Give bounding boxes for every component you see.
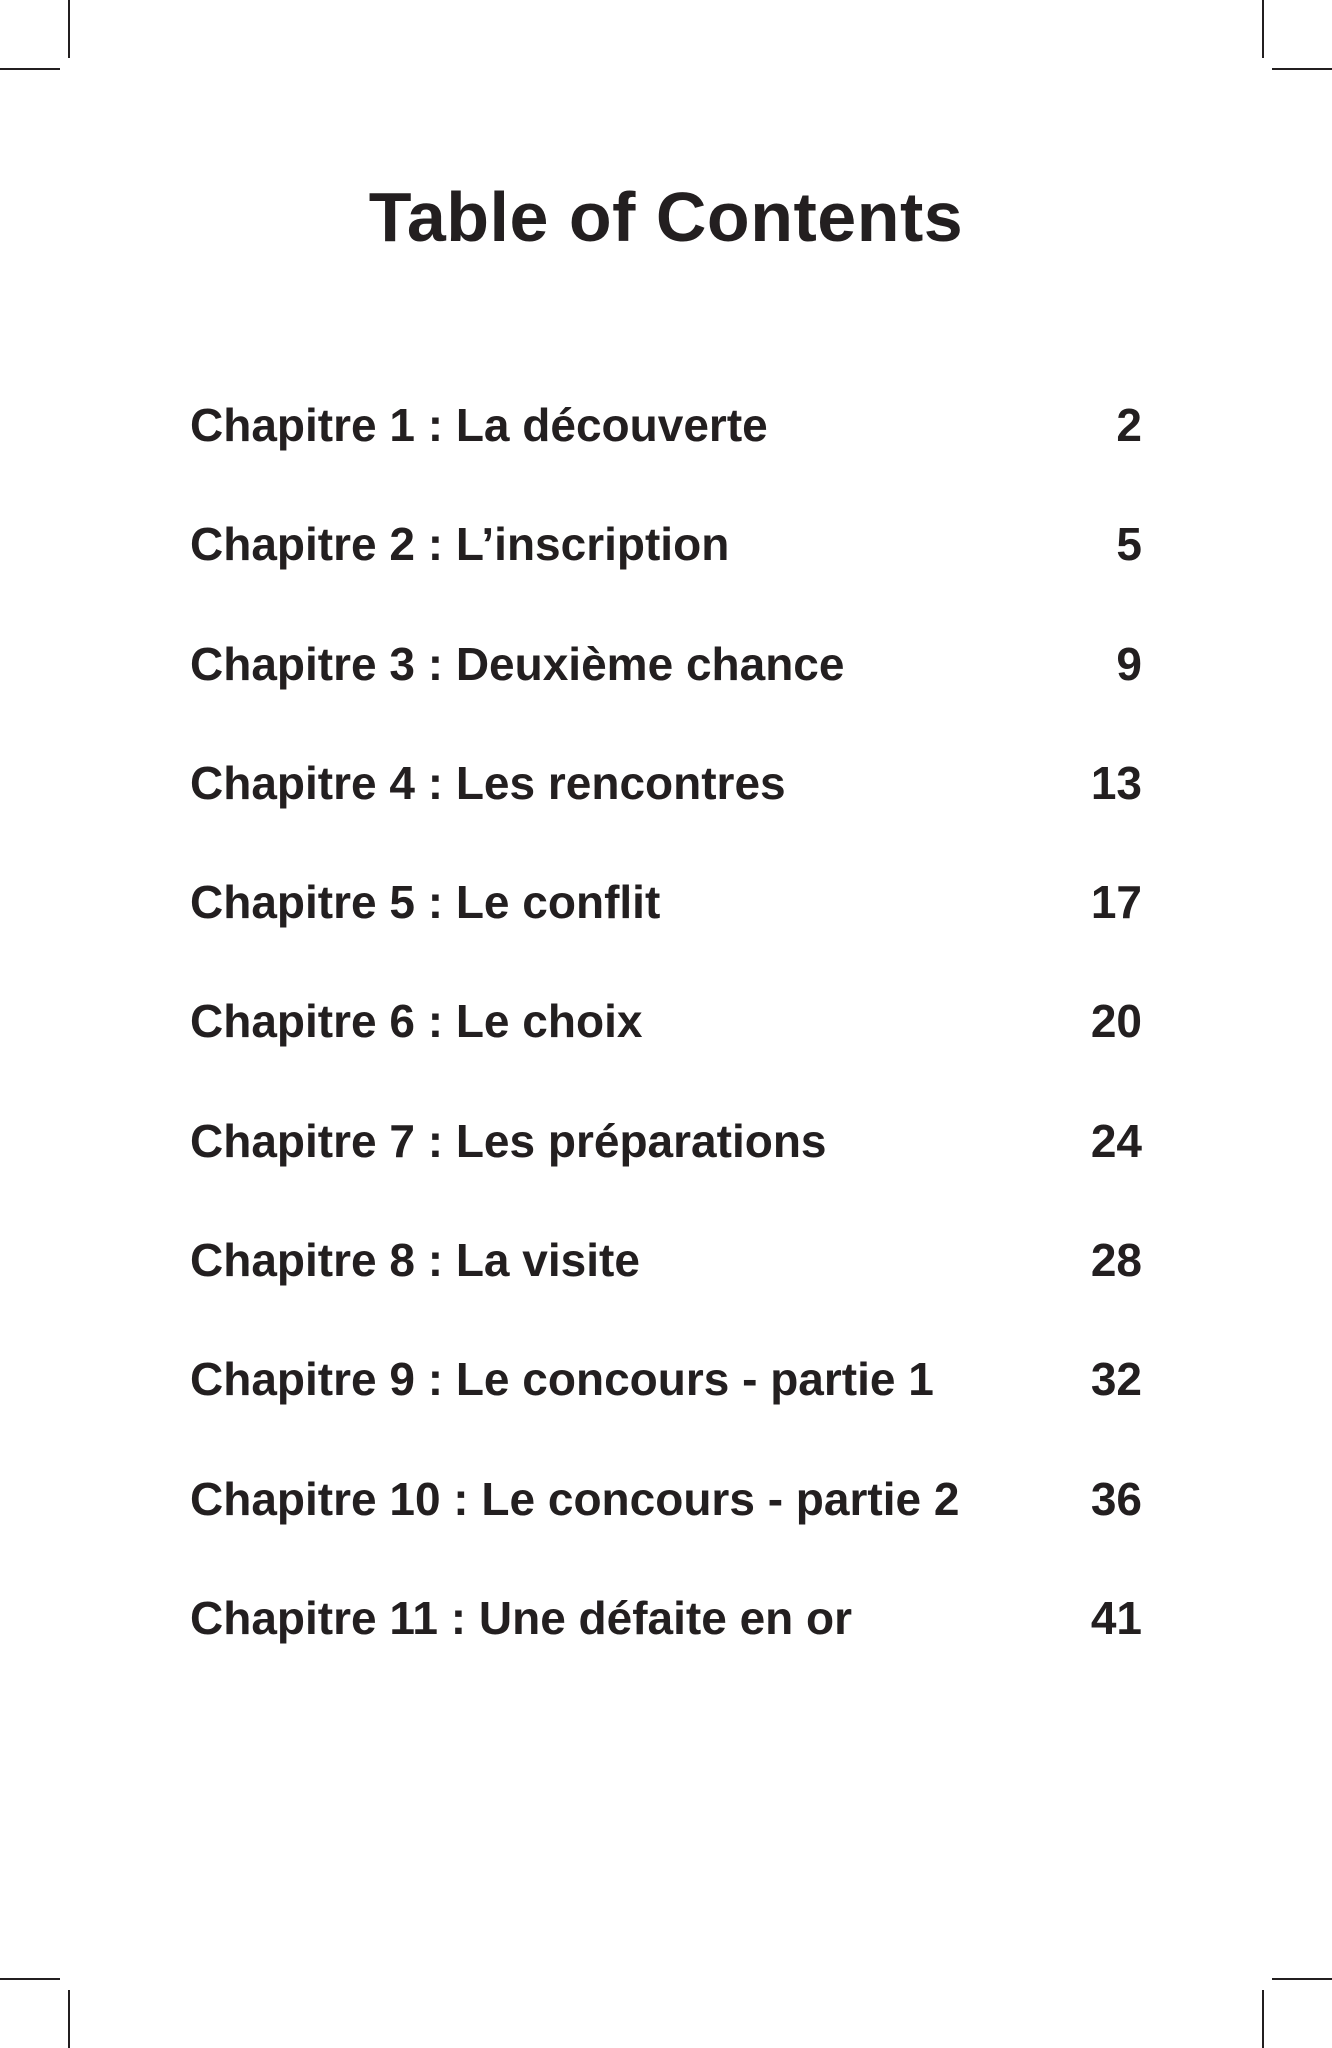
crop-mark-top-right-vertical xyxy=(1262,0,1264,58)
page-title: Table of Contents xyxy=(368,178,964,256)
toc-entry[interactable] xyxy=(190,380,1142,499)
toc-entry[interactable] xyxy=(190,738,1142,857)
crop-mark-top-right-horizontal xyxy=(1272,68,1332,70)
toc-entry-page-number: 24 xyxy=(1090,1114,1142,1167)
toc-entry-label: Chapitre 4 : Les rencontres xyxy=(190,756,786,809)
toc-entry[interactable] xyxy=(190,1096,1142,1215)
toc-entry-label: Chapitre 10 : Le concours - partie 2 xyxy=(190,1472,960,1525)
toc-entry-label: Chapitre 11 : Une défaite en or xyxy=(190,1591,853,1644)
crop-mark-top-left-vertical xyxy=(68,0,70,58)
toc-entry-label: Chapitre 3 : Deuxième chance xyxy=(190,637,845,690)
toc-entry-label: Chapitre 7 : Les préparations xyxy=(190,1114,827,1167)
toc-entry-page-number: 32 xyxy=(1090,1353,1142,1406)
toc-entry-page-number: 41 xyxy=(1090,1591,1142,1644)
toc-entry[interactable] xyxy=(190,1573,1142,1692)
table-of-contents xyxy=(190,380,1142,1692)
toc-entry-page-number: 13 xyxy=(1090,756,1142,809)
toc-entry-label: Chapitre 6 : Le choix xyxy=(190,995,643,1048)
toc-entry-label: Chapitre 9 : Le concours - partie 1 xyxy=(190,1353,934,1406)
toc-entry-page-number: 17 xyxy=(1090,876,1142,929)
crop-mark-bottom-right-horizontal xyxy=(1272,1978,1332,1980)
toc-entry[interactable] xyxy=(190,1334,1142,1453)
toc-entry-label: Chapitre 8 : La visite xyxy=(190,1234,640,1287)
crop-mark-bottom-right-vertical xyxy=(1262,1990,1264,2048)
crop-mark-top-left-horizontal xyxy=(0,68,60,70)
toc-entry-page-number: 2 xyxy=(1116,399,1142,451)
toc-entry[interactable] xyxy=(190,1215,1142,1334)
toc-entry-page-number: 28 xyxy=(1090,1234,1142,1287)
toc-entry-page-number: 5 xyxy=(1116,518,1142,571)
toc-entry[interactable] xyxy=(190,1454,1142,1573)
toc-entry[interactable] xyxy=(190,976,1142,1095)
toc-entry-label: Chapitre 1 : La découverte xyxy=(190,399,768,451)
crop-mark-bottom-left-horizontal xyxy=(0,1978,60,1980)
toc-entry-label: Chapitre 5 : Le conflit xyxy=(190,876,661,929)
toc-entry-page-number: 9 xyxy=(1116,637,1142,690)
toc-entry[interactable] xyxy=(190,857,1142,976)
toc-entry[interactable] xyxy=(190,499,1142,618)
toc-entry-label: Chapitre 2 : L’inscription xyxy=(190,518,730,571)
toc-entry[interactable] xyxy=(190,619,1142,738)
toc-entry-page-number: 36 xyxy=(1090,1472,1142,1525)
toc-entry-page-number: 20 xyxy=(1090,995,1142,1048)
crop-mark-bottom-left-vertical xyxy=(68,1990,70,2048)
